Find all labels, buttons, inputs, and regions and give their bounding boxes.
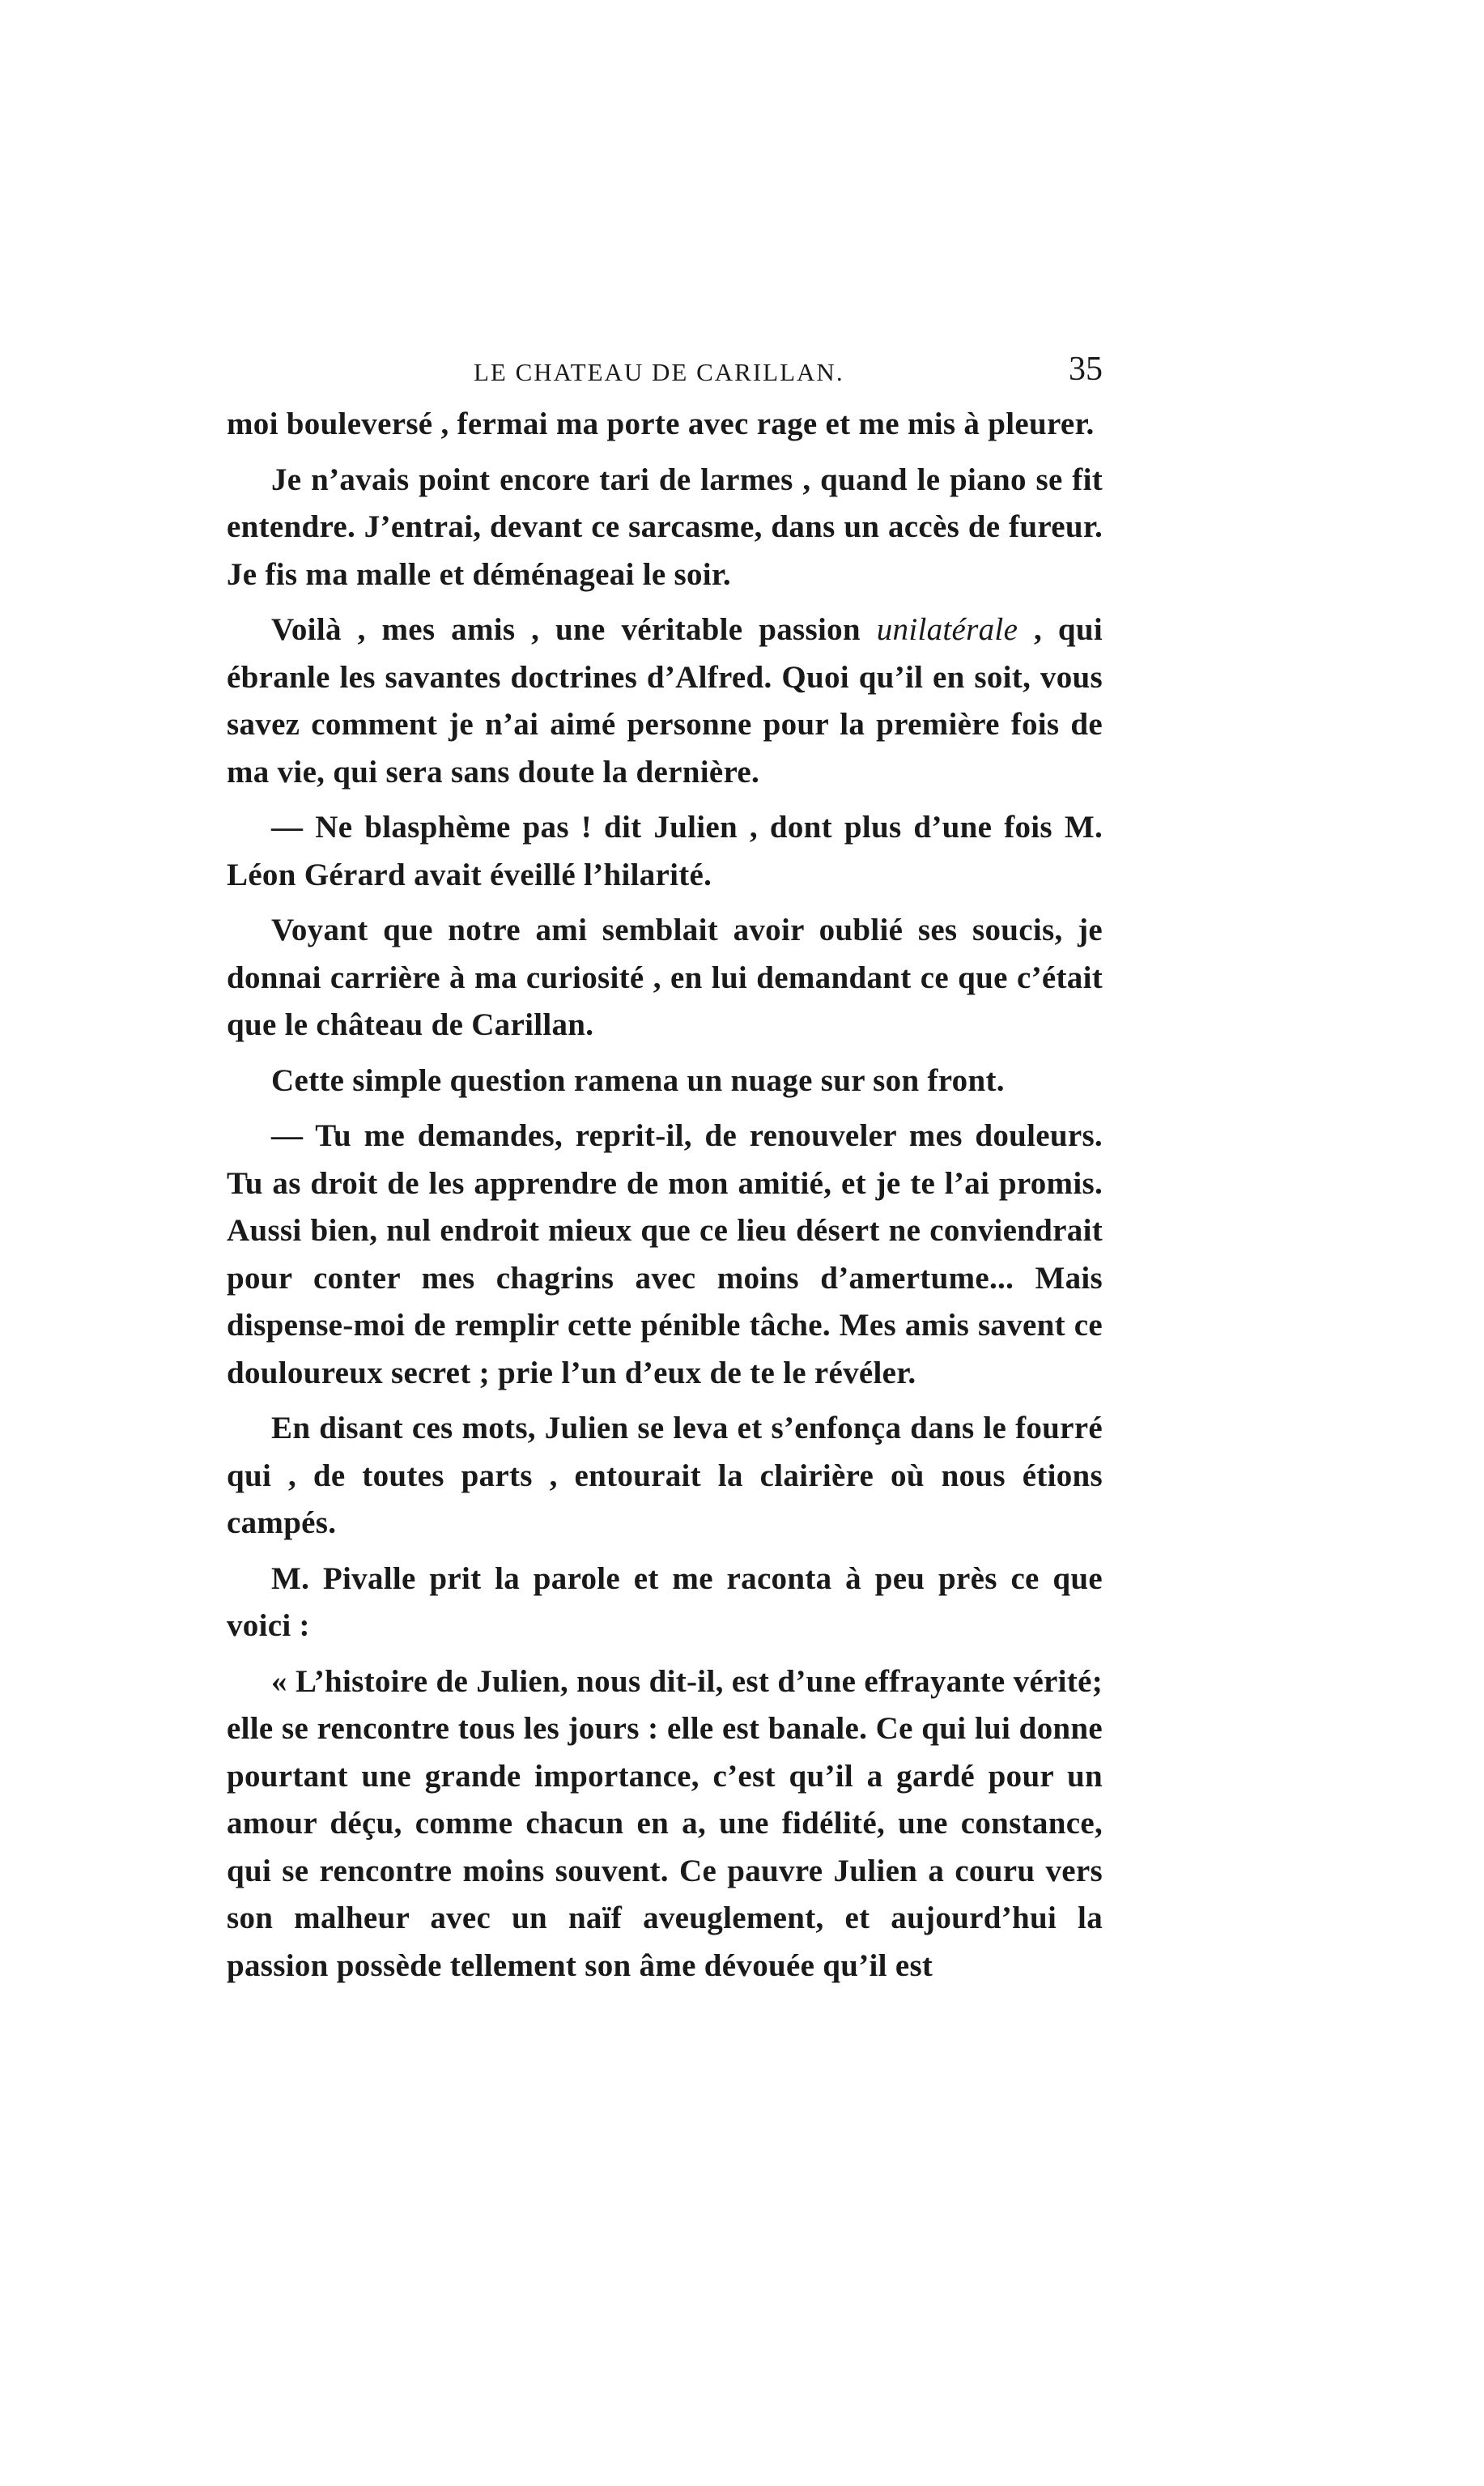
paragraph-8: En disant ces mots, Julien se leva et s’enfonça dans le fourré qui , de toutes parts , entourait la clairière où nous étions campés. (227, 1411, 1103, 1540)
paragraph-7: — Tu me demandes, reprit-il, de renouveler mes douleurs. Tu as droit de les apprendre de mon amitié, et je te l’ai promis. Aussi bien, nul endroit mieux que ce lieu désert ne conviendrait pour conter mes chagrins avec moins d’amertume... Mais dispense-moi de remplir cette pénible tâche. Mes amis savent ce douloureux secret ; prie l’un d’eux de te le révéler. (227, 1118, 1103, 1390)
paragraph-3-after: , qui ébranle les savantes doctrines d’Alfred. Quoi qu’il en soit, vous savez comment je n’ai aimé personne pour la première fois de ma vie, qui sera sans doute la dernière. (227, 612, 1103, 790)
paragraph-3 (227, 607, 1103, 796)
paragraph-6: Cette simple question ramena un nuage sur son front. (271, 1062, 1005, 1098)
paragraph-5: Voyant que notre ami semblait avoir oublié ses soucis, je donnai carrière à ma curiosité , en lui demandant ce que c’était que le château de Carillan. (227, 913, 1103, 1042)
paragraph-2: Je n’avais point encore tari de larmes , quand le piano se fit entendre. J’entrai, devant ce sarcasme, dans un accès de fureur. Je fis ma malle et déménageai le soir. (227, 462, 1103, 592)
paragraph-9: M. Pivalle prit la parole et me raconta à peu près ce que voici : (227, 1560, 1103, 1643)
italic-term: unilatérale (876, 612, 1018, 647)
running-title: LE CHATEAU DE CARILLAN. (474, 358, 844, 386)
running-head (227, 350, 1103, 398)
paragraph-4: — Ne blasphème pas ! dit Julien , dont plus d’une fois M. Léon Gérard avait éveillé l’hilarité. (227, 810, 1103, 892)
paragraph-3-before: Voilà , mes amis , une véritable passion (271, 612, 877, 647)
body-text (227, 401, 1103, 1998)
paragraph-1: moi bouleversé , fermai ma porte avec rage et me mis à pleurer. (227, 407, 1095, 441)
paragraph-10: « L’histoire de Julien, nous dit-il, est d’une effrayante vérité; elle se rencontre tous les jours : elle est banale. Ce qui lui donne pourtant une grande importance, c’est qu’il a gardé pour un amour déçu, comme chacun en a, une fidélité, une constance, qui se rencontre moins souvent. Ce pauvre Julien a couru vers son malheur avec un naïf aveuglement, et aujourd’hui la passion possède tellement son âme dévouée qu’il est (227, 1663, 1103, 1983)
page-number: 35 (1069, 351, 1103, 388)
